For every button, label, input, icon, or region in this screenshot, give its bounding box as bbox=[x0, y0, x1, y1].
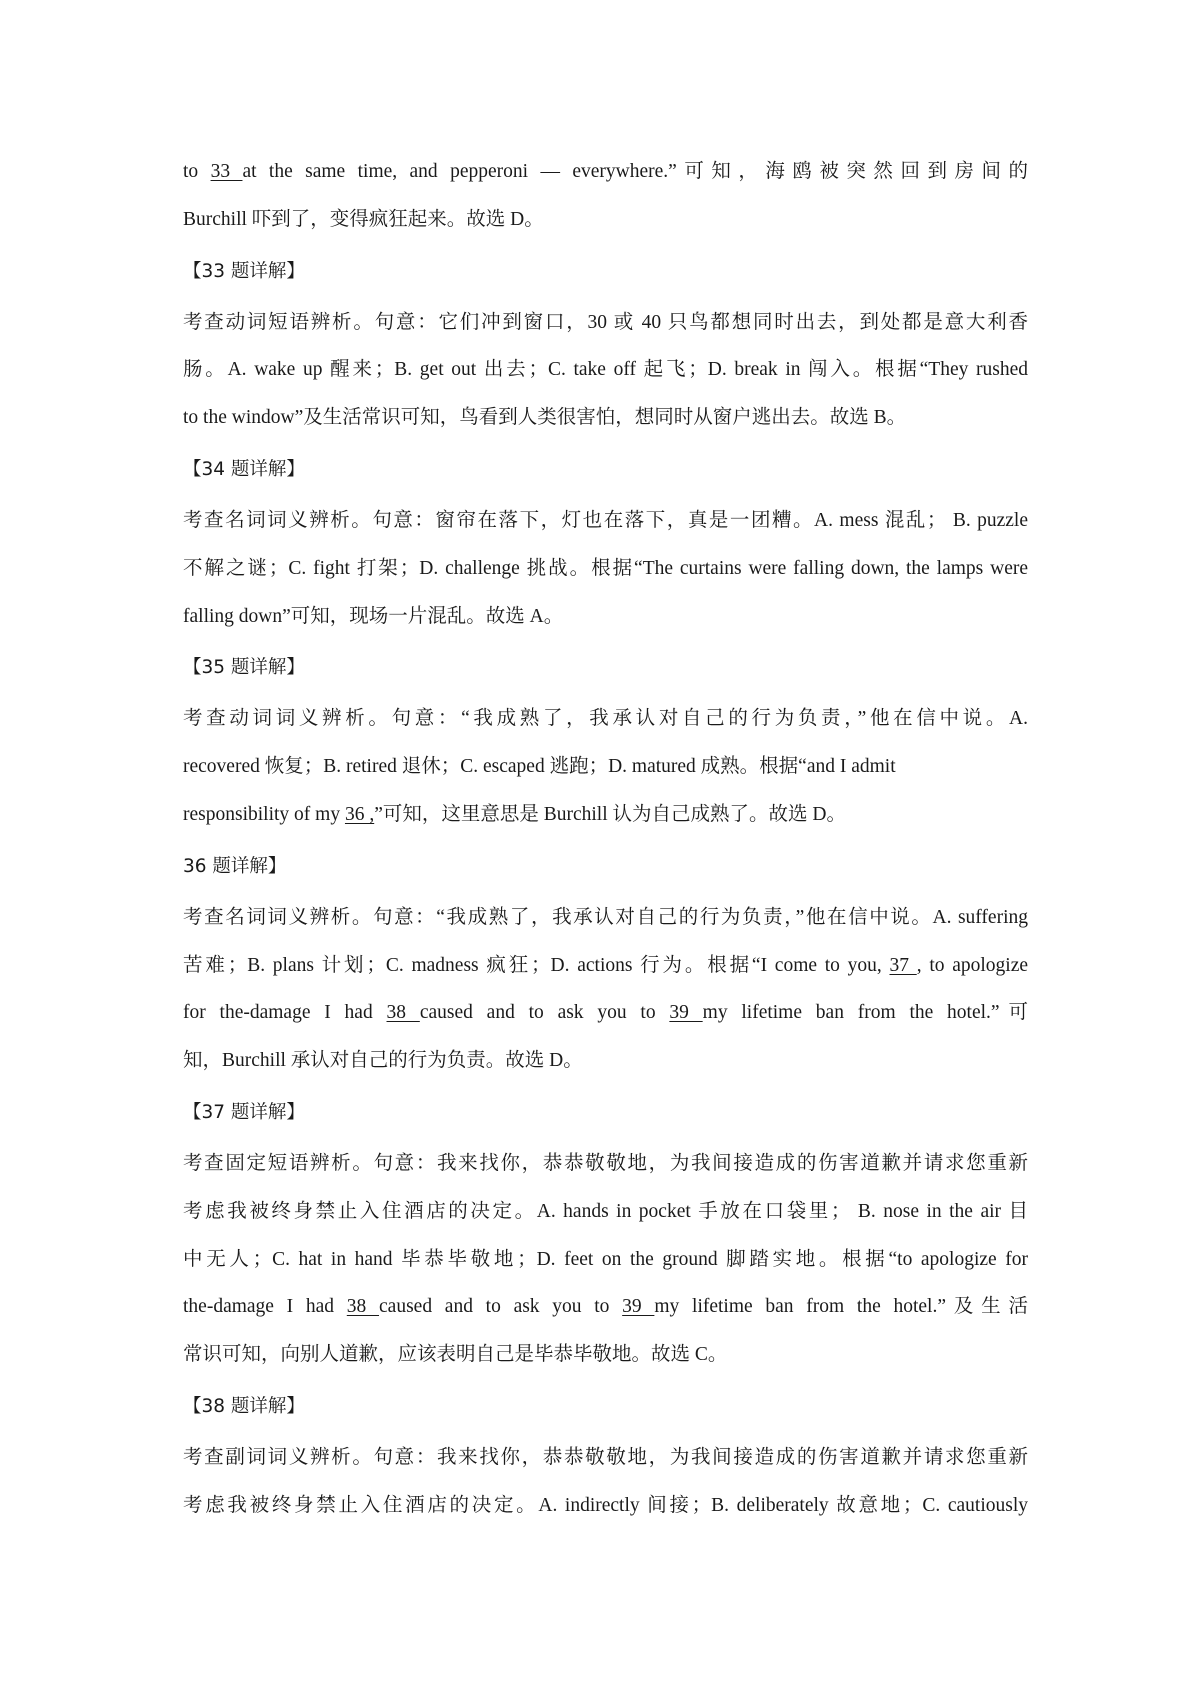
text-segment: 考查名词词义辨析。句意：“我成熟了，我承认对自己的行为负责，”他在信中说。A. suffering bbox=[183, 906, 1028, 928]
text-segment: to bbox=[183, 161, 211, 182]
section-heading bbox=[183, 244, 1028, 299]
section-heading bbox=[183, 1379, 1028, 1434]
text-line bbox=[183, 695, 1028, 743]
text-segment: caused and to ask you to bbox=[379, 1296, 623, 1318]
text-line bbox=[183, 497, 1028, 545]
text-line bbox=[183, 791, 1028, 839]
text-line bbox=[183, 346, 1028, 394]
answer-blank: 33 bbox=[210, 161, 243, 182]
text-line bbox=[183, 942, 1028, 990]
text-segment: , to apologize bbox=[916, 954, 1029, 976]
text-segment: 【33 题详解】 bbox=[183, 260, 305, 282]
section-heading bbox=[183, 442, 1028, 497]
text-segment: 苦难；B. plans 计划；C. madness 疯狂；D. actions 行为。根据“I come to you, bbox=[183, 954, 890, 976]
text-segment: 常识可知，向别人道歉，应该表明自己是毕恭毕敬地。故选 C。 bbox=[183, 1344, 728, 1366]
text-line bbox=[183, 1331, 1028, 1379]
text-line bbox=[183, 1037, 1028, 1085]
section-heading bbox=[183, 640, 1028, 695]
text-line bbox=[183, 593, 1028, 641]
text-segment: 36 题详解】 bbox=[183, 855, 287, 877]
text-line bbox=[183, 1188, 1028, 1236]
text-line bbox=[183, 148, 1028, 196]
document-page bbox=[183, 148, 1028, 1530]
text-segment: caused and to ask you to bbox=[419, 1002, 670, 1024]
text-line bbox=[183, 196, 1028, 244]
text-segment: 【38 题详解】 bbox=[183, 1395, 305, 1417]
text-segment: my lifetime ban from the hotel.”可 bbox=[702, 1002, 1028, 1024]
section-heading bbox=[183, 1085, 1028, 1140]
text-segment: 【35 题详解】 bbox=[183, 657, 305, 679]
text-segment: 不解之谜；C. fight 打架；D. challenge 挑战。根据“The curtains were falling down, the lamps were bbox=[183, 557, 1028, 579]
text-segment: 考查副词词义辨析。句意：我来找你，恭恭敬敬地，为我间接造成的伤害道歉并请求您重新 bbox=[183, 1446, 1028, 1468]
text-segment: 考虑我被终身禁止入住酒店的决定。A. indirectly 间接；B. deliberately 故意地；C. cautiously bbox=[183, 1494, 1028, 1516]
text-segment: 【34 题详解】 bbox=[183, 458, 305, 480]
text-line bbox=[183, 1140, 1028, 1188]
text-segment: falling down”可知，现场一片混乱。故选 A。 bbox=[183, 605, 564, 627]
text-line bbox=[183, 1283, 1028, 1331]
answer-blank: 38 bbox=[386, 1002, 420, 1024]
text-segment: at the same time, and pepperoni — everywhere.”可知，海鸥被突然回到房间的 bbox=[242, 161, 1029, 182]
text-segment: recovered 恢复；B. retired 退休；C. escaped 逃跑；D. matured 成熟。根据“and I admit bbox=[183, 756, 896, 778]
answer-blank: 39 bbox=[669, 1002, 703, 1024]
text-line bbox=[183, 545, 1028, 593]
text-segment: the-damage I had bbox=[183, 1296, 347, 1318]
text-segment: 考查动词短语辨析。句意：它们冲到窗口，30 或 40 只鸟都想同时出去，到处都是意大利香 bbox=[183, 311, 1028, 333]
text-line bbox=[183, 894, 1028, 942]
text-line bbox=[183, 1236, 1028, 1284]
text-line bbox=[183, 394, 1028, 442]
text-segment: 中无人；C. hat in hand 毕恭毕敬地；D. feet on the ground 脚踏实地。根据“to apologize for bbox=[183, 1248, 1028, 1270]
text-segment: ”可知，这里意思是 Burchill 认为自己成熟了。故选 D。 bbox=[374, 803, 846, 825]
text-segment: my lifetime ban from the hotel.”及生活 bbox=[654, 1296, 1029, 1318]
answer-blank: 38 bbox=[346, 1296, 380, 1318]
text-segment: 考查动词词义辨析。句意：“我成熟了，我承认对自己的行为负责，”他在信中说。A. bbox=[183, 708, 1028, 730]
text-segment: 考查固定短语辨析。句意：我来找你，恭恭敬敬地，为我间接造成的伤害道歉并请求您重新 bbox=[183, 1152, 1028, 1174]
answer-blank: 37 bbox=[889, 954, 917, 976]
text-segment: Burchill 吓到了，变得疯狂起来。故选 D。 bbox=[183, 208, 544, 230]
text-segment: 考查名词词义辨析。句意：窗帘在落下，灯也在落下，真是一团糟。A. mess 混乱； B. puzzle bbox=[183, 509, 1028, 531]
text-line bbox=[183, 299, 1028, 347]
text-segment: 考虑我被终身禁止入住酒店的决定。A. hands in pocket 手放在口袋里； B. nose in the air 目 bbox=[183, 1200, 1028, 1222]
text-line bbox=[183, 1482, 1028, 1530]
section-heading bbox=[183, 839, 1028, 894]
answer-blank: 39 bbox=[622, 1296, 655, 1318]
text-line bbox=[183, 989, 1028, 1037]
text-segment: for the-damage I had bbox=[183, 1002, 387, 1024]
text-line bbox=[183, 1434, 1028, 1482]
text-segment: 知，Burchill 承认对自己的行为负责。故选 D。 bbox=[183, 1050, 583, 1072]
text-line bbox=[183, 743, 1028, 791]
answer-blank: 36 , bbox=[344, 803, 375, 825]
text-segment: responsibility of my bbox=[183, 803, 345, 825]
text-segment: 【37 题详解】 bbox=[183, 1101, 305, 1123]
text-segment: to the window”及生活常识可知，鸟看到人类很害怕，想同时从窗户逃出去。故选 B。 bbox=[183, 407, 907, 429]
text-segment: 肠。A. wake up 醒来；B. get out 出去；C. take off 起飞；D. break in 闯入。根据“They rushed bbox=[183, 359, 1028, 381]
